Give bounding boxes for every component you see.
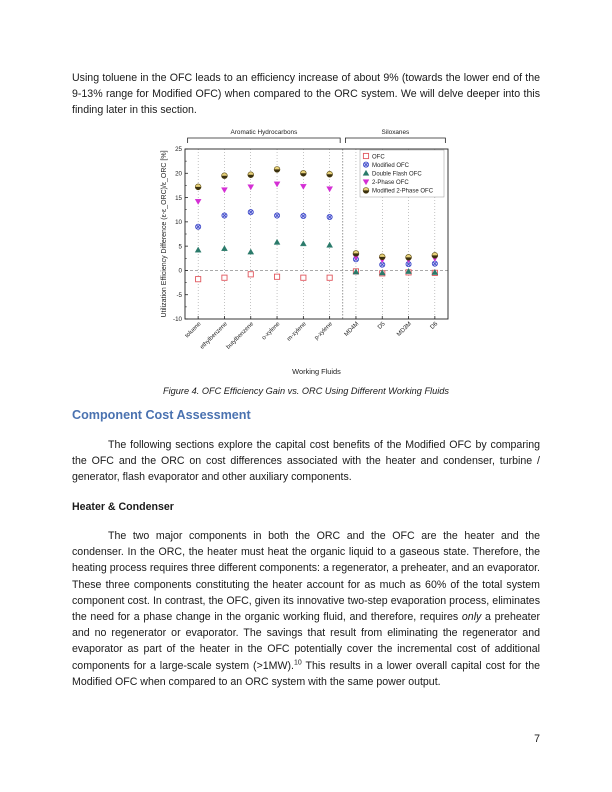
data-point: [274, 274, 279, 279]
data-point: [248, 249, 254, 254]
data-point: [196, 224, 201, 229]
y-tick-label: 15: [175, 194, 182, 202]
heater-condenser-paragraph: [72, 528, 540, 690]
y-tick-label: 10: [175, 219, 182, 227]
data-point: [196, 277, 201, 282]
data-point: [195, 184, 201, 190]
x-tick-label: D5: [376, 321, 387, 331]
data-point: [222, 213, 227, 218]
group-bracket: [188, 138, 341, 143]
x-tick-label: butylbenzene: [225, 321, 256, 351]
data-point: [300, 170, 306, 176]
data-point: [274, 182, 280, 187]
data-point: [327, 214, 332, 219]
page-number: 7: [534, 733, 540, 745]
data-point: [301, 275, 306, 280]
x-tick-label: ethylbenzene: [199, 321, 229, 351]
x-tick-label: p-xylene: [313, 321, 335, 342]
group-label: Siloxanes: [381, 129, 410, 136]
data-point: [327, 242, 333, 247]
data-point: [248, 185, 254, 190]
data-point: [327, 275, 332, 280]
data-point: [248, 210, 253, 215]
legend-marker: [363, 162, 368, 167]
data-point: [379, 254, 385, 260]
y-tick-label: -5: [176, 291, 182, 299]
data-point: [248, 272, 253, 277]
y-tick-label: -10: [173, 316, 182, 324]
legend-marker: [363, 153, 368, 158]
group-bracket: [345, 138, 445, 143]
x-tick-label: toluene: [184, 321, 203, 340]
data-point: [248, 172, 254, 178]
data-point: [300, 184, 306, 189]
subsection-heading: Heater & Condenser: [72, 501, 174, 513]
data-point: [301, 213, 306, 218]
section-paragraph: The following sections explore the capital cost benefits of the Modified OFC by comparing the OFC and the ORC on cost differences associated with the heater and condenser, turbine / generator, flash evaporator and other auxiliary components.: [72, 439, 540, 484]
y-tick-label: 20: [175, 170, 182, 178]
data-point: [274, 213, 279, 218]
x-tick-label: m-xylene: [286, 321, 308, 343]
x-tick-label: MD4M: [343, 321, 361, 338]
data-point: [222, 173, 228, 179]
legend-label: Double Flash OFC: [372, 171, 422, 178]
data-point: [195, 247, 201, 252]
efficiency-chart: [158, 124, 458, 382]
intro-paragraph: Using toluene in the OFC leads to an efficiency increase of about 9% (towards the lower end of the 9-13% range for Modified OFC) when compared to the ORC system. We will delve deeper into this finding later in this section.: [72, 72, 540, 117]
data-point: [406, 254, 412, 260]
group-label: Aromatic Hydrocarbons: [230, 129, 298, 136]
y-tick-label: 25: [175, 146, 182, 154]
legend-label: OFC: [372, 154, 385, 161]
x-axis-label: Working Fluids: [292, 367, 341, 376]
legend-label: Modified 2-Phase OFC: [372, 188, 434, 195]
paragraph-text-3: This results in a lower overall capital cost for the Modified OFC when compared to an ORC system with the same power output.: [72, 659, 540, 688]
data-point: [300, 241, 306, 246]
y-tick-label: 0: [178, 267, 182, 275]
figure-caption: Figure 4. OFC Efficiency Gain vs. ORC Using Different Working Fluids: [163, 386, 449, 396]
figure: [158, 124, 458, 382]
data-point: [274, 167, 280, 173]
x-tick-label: MD3M: [396, 321, 413, 338]
paragraph-text-2: a preheater and no regenerator or evaporator. The savings that result from eliminating the regenerator and evaporator as part of the heater in the OFC potentially cover the incremental cost of additional components for a large-scale system (>1MW).: [72, 611, 540, 672]
citation-superscript: 10: [293, 659, 302, 667]
data-point: [221, 188, 227, 193]
paragraph-text-1: The two major components in both the ORC and the OFC are the heater and the condenser. In the ORC, the heater must heat the organic liquid to a gaseous state. Therefore, the heating process requires three different components: a regenerator, a preheater, and an evaporator. These three components constituting the heater account for as much as 60% of the total system component cost. In contrast, the OFC, given its innovative two-step evaporation process, eliminates the need for a phase change in the organic working fluid, and therefore, requires: [72, 530, 540, 624]
data-point: [222, 275, 227, 280]
data-point: [221, 246, 227, 251]
x-tick-label: D6: [429, 321, 440, 331]
data-point: [432, 261, 437, 266]
x-tick-label: o-xylene: [261, 321, 282, 342]
legend-label: Modified OFC: [372, 162, 410, 169]
data-point: [195, 199, 201, 204]
y-tick-label: 5: [178, 243, 182, 251]
data-point: [327, 171, 333, 177]
data-point: [353, 251, 359, 257]
legend-label: 2-Phase OFC: [372, 180, 409, 187]
data-point: [432, 252, 438, 258]
section-heading: Component Cost Assessment: [72, 408, 251, 422]
data-point: [327, 187, 333, 192]
y-axis-label: Utilization Efficiency Difference (ε-ε_ORC)/ε_ORC [%]: [161, 150, 168, 318]
legend-marker: [363, 188, 369, 194]
data-point: [274, 239, 280, 244]
paragraph-emphasis: only: [461, 611, 482, 624]
